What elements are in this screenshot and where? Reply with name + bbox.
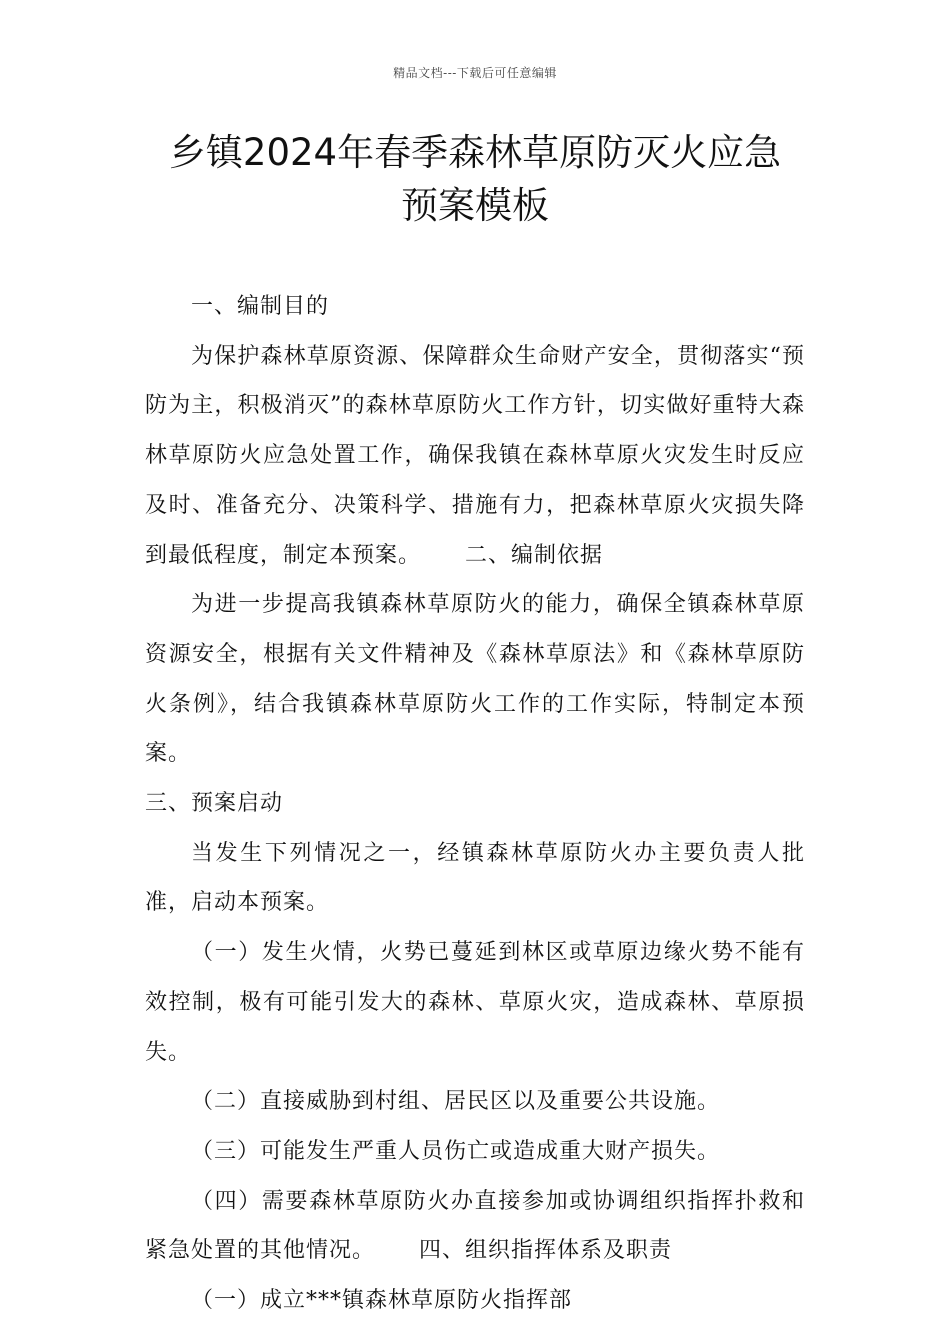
list-item-4-text: （四）需要森林草原防火办直接参加或协调组织指挥扑救和紧急处置的其他情况。 bbox=[145, 1188, 805, 1264]
list-item-4 bbox=[145, 1177, 805, 1276]
section-heading-4: 四、组织指挥体系及职责 bbox=[419, 1238, 673, 1264]
paragraph-2: 为进一步提高我镇森林草原防火的能力，确保全镇森林草原资源安全，根据有关文件精神及《森林草原法》和《森林草原防火条例》，结合我镇森林草原防火工作的工作实际，特制定本预案。 bbox=[145, 592, 805, 767]
list-item-2: （二）直接威胁到村组、居民区以及重要公共设施。 bbox=[191, 1089, 721, 1115]
document-title bbox=[120, 126, 830, 232]
document-body bbox=[145, 282, 805, 1326]
paragraph-1 bbox=[145, 332, 805, 581]
title-line-1: 乡镇2024年春季森林草原防灭火应急 bbox=[168, 131, 782, 174]
section-heading-2: 二、编制依据 bbox=[465, 542, 604, 568]
paragraph-1-text: 为保护森林草原资源、保障群众生命财产安全，贯彻落实“预防为主，积极消灭”的森林草原防火工作方针，切实做好重特大森林草原防火应急处置工作，确保我镇在森林草原火灾发生时反应及时、准备充分、决策科学、措施有力，把森林草原火灾损失降到最低程度，制定本预案。 bbox=[145, 343, 805, 568]
title-line-2: 预案模板 bbox=[401, 184, 549, 227]
paragraph-3: 当发生下列情况之一，经镇森林草原防火办主要负责人批准，启动本预案。 bbox=[145, 840, 805, 916]
list-item-3: （三）可能发生严重人员伤亡或造成重大财产损失。 bbox=[191, 1138, 721, 1164]
page-header: 精品文档---下载后可任意编辑 bbox=[393, 66, 557, 80]
section-heading-1: 一、编制目的 bbox=[191, 294, 330, 319]
section-heading-3: 三、预案启动 bbox=[145, 791, 284, 817]
sub-item-1: （一）成立***镇森林草原防火指挥部 bbox=[191, 1288, 573, 1314]
list-item-1: （一）发生火情，火势已蔓延到林区或草原边缘火势不能有效控制，极有可能引发大的森林、草原火灾，造成森林、草原损失。 bbox=[145, 940, 805, 1065]
